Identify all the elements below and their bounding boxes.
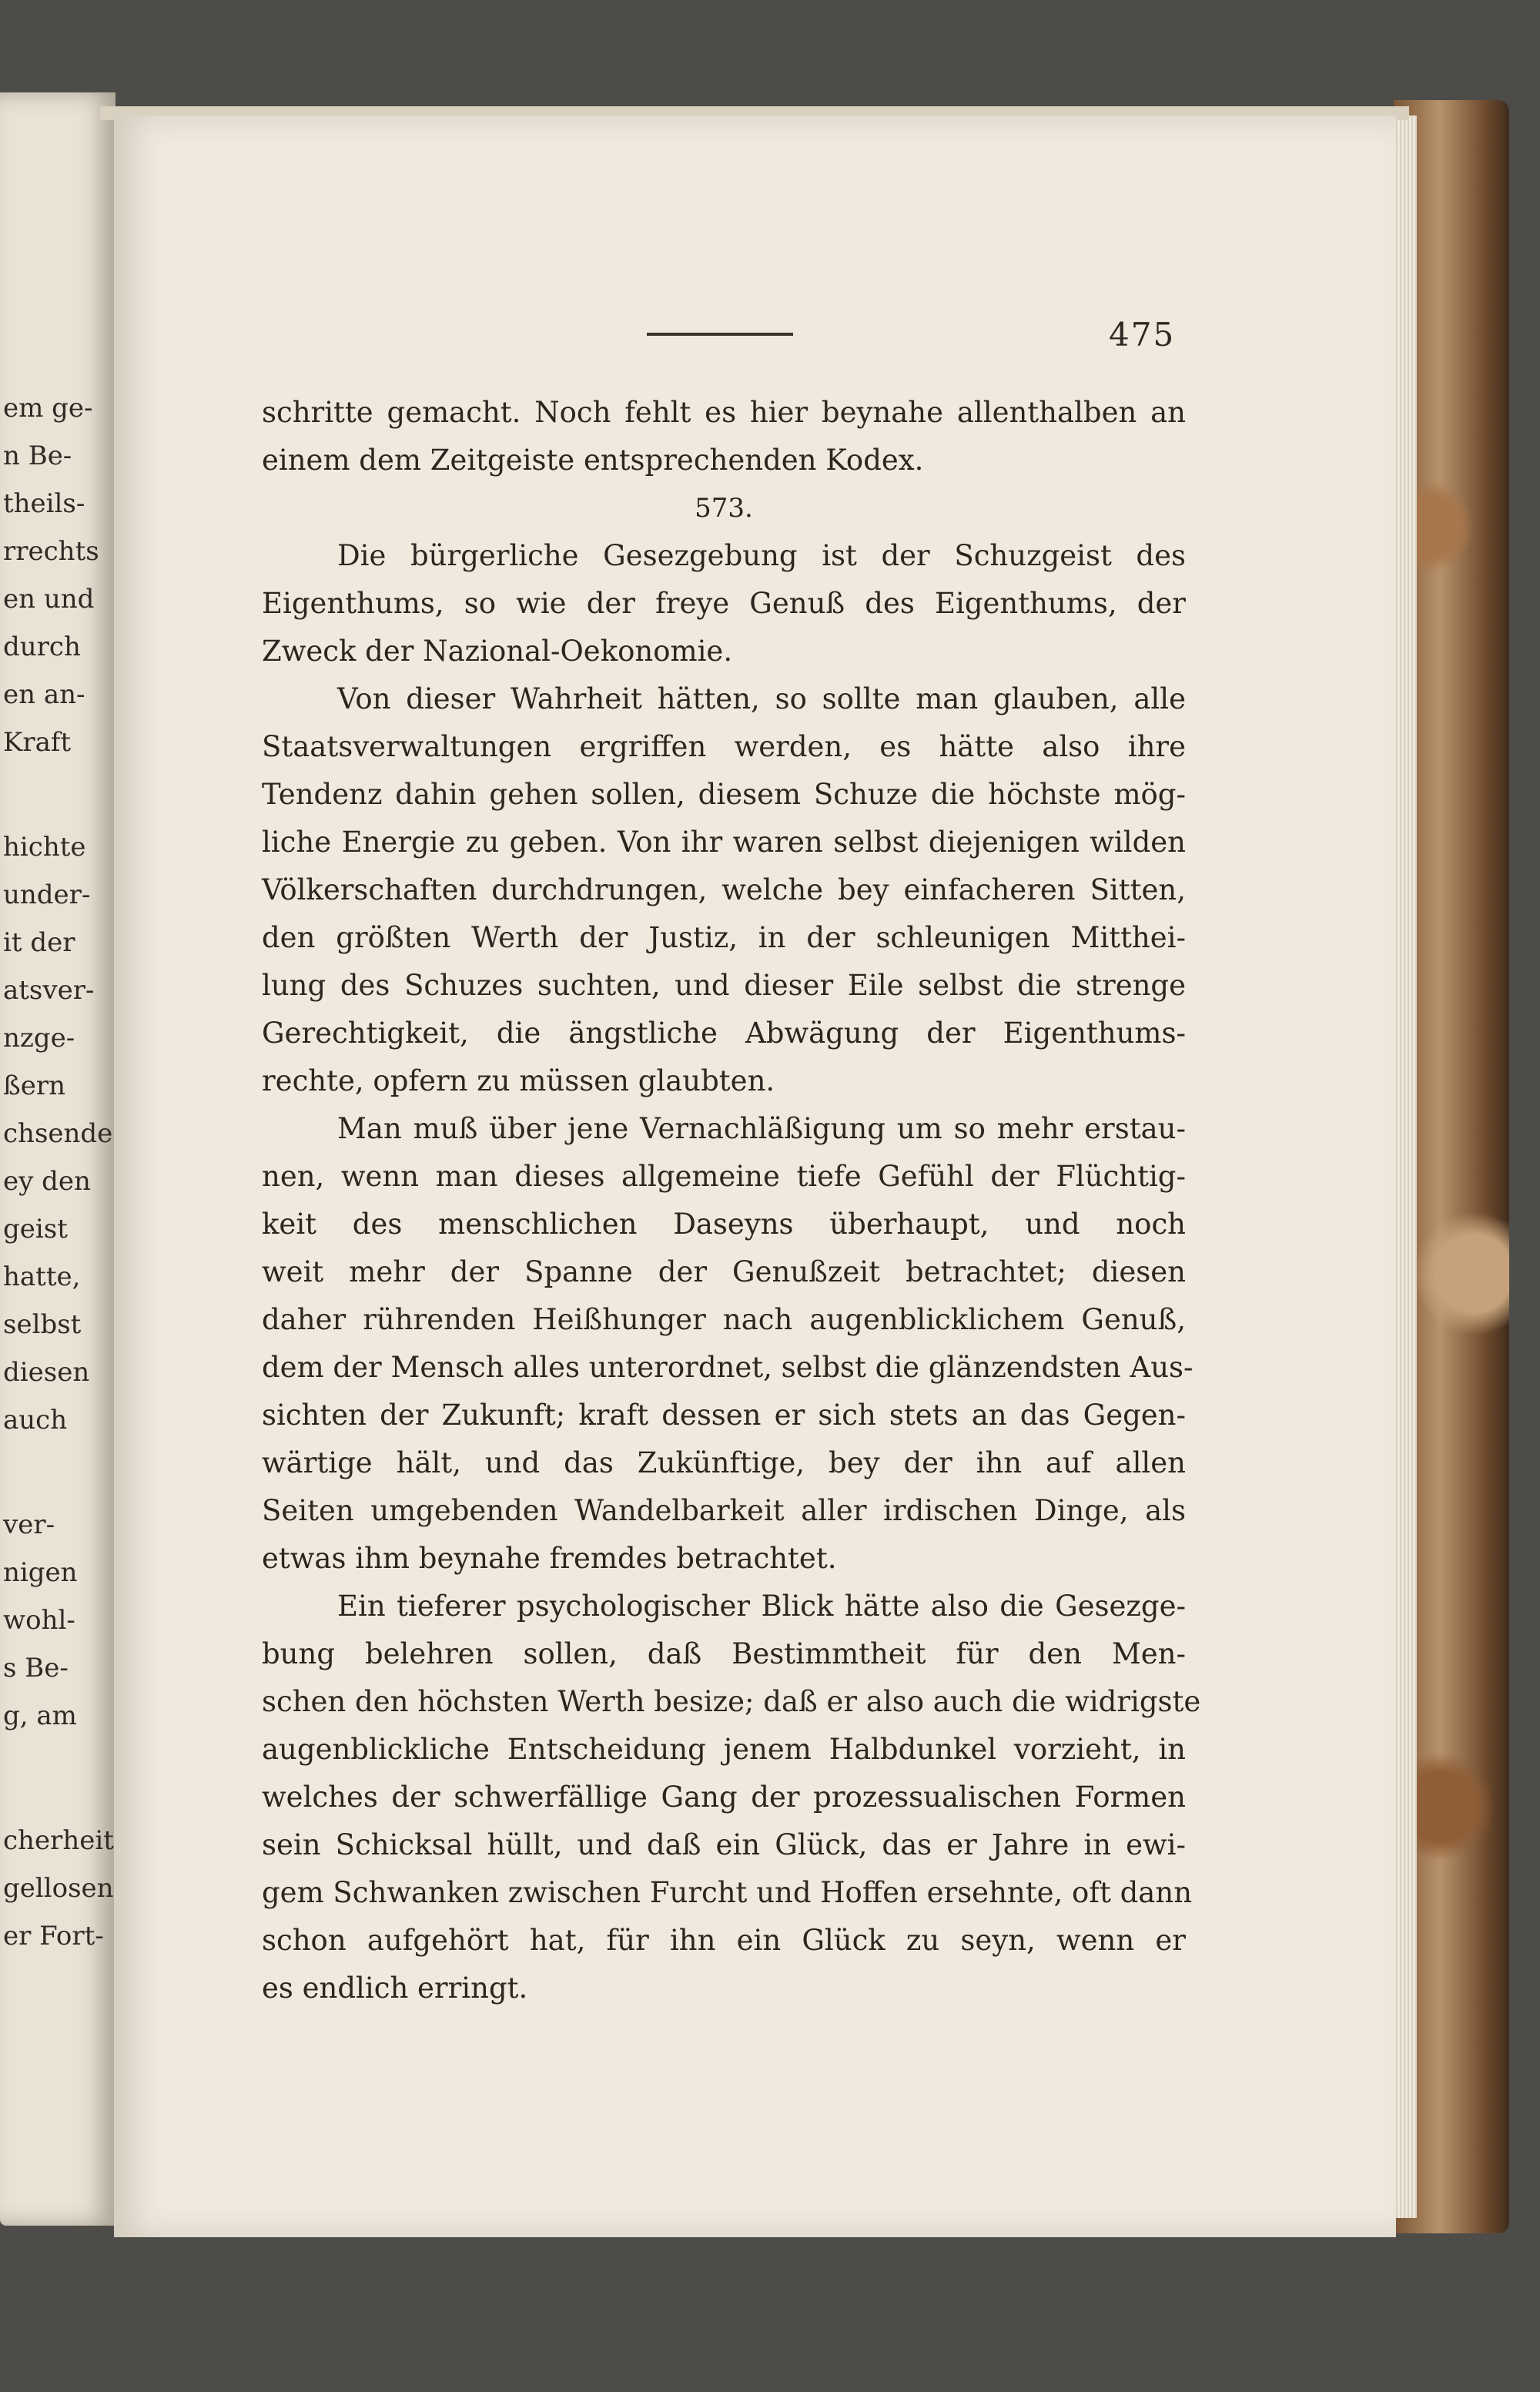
left-fragment: atsver- xyxy=(3,975,95,1006)
left-fragment: en und xyxy=(3,584,95,615)
text-line: Zweck der Nazional-Oekonomie. xyxy=(262,635,733,668)
text-line: dem der Mensch alles unterordnet, selbst die glänzendsten Aus- xyxy=(262,1351,1194,1384)
left-fragment: selbst xyxy=(3,1309,82,1340)
text-line: schon aufgehört hat, für ihn ein Glück zu seyn, wenn er xyxy=(262,1924,1186,1957)
left-fragment: hichte xyxy=(3,832,86,863)
left-fragment: en an- xyxy=(3,679,85,710)
text-line: daher rührenden Heißhunger nach augenblicklichem Genuß, xyxy=(262,1303,1186,1336)
left-fragment: cherheit xyxy=(3,1825,114,1856)
page-number: 475 xyxy=(1109,316,1176,353)
left-fragment: s Be- xyxy=(3,1653,69,1683)
text-line: lung des Schuzes suchten, und dieser Eile selbst die strenge xyxy=(262,969,1186,1002)
text-line: Die bürgerliche Gesezgebung ist der Schuzgeist des xyxy=(337,539,1186,572)
text-line: liche Energie zu geben. Von ihr waren selbst diejenigen wilden xyxy=(262,826,1186,859)
left-fragment: hatte, xyxy=(3,1261,81,1292)
left-fragment: rrechts xyxy=(3,536,99,567)
text-line: keit des menschlichen Daseyns überhaupt, und noch xyxy=(262,1208,1186,1241)
paragraph xyxy=(262,1105,1194,1583)
text-line: es endlich erringt. xyxy=(262,1972,528,2005)
text-line: augenblickliche Entscheidung jenem Halbdunkel vorzieht, in xyxy=(262,1733,1186,1766)
left-fragment: auch xyxy=(3,1405,68,1436)
left-fragment: it der xyxy=(3,927,75,958)
left-fragment: ßern xyxy=(3,1070,65,1101)
text-line: wärtige hält, und das Zukünftige, bey der ihn auf allen xyxy=(262,1446,1186,1479)
text-line: sichten der Zukunft; kraft dessen er sich stets an das Gegen- xyxy=(262,1399,1186,1432)
left-fragment: ver- xyxy=(3,1509,55,1540)
text-line: Tendenz dahin gehen sollen, diesem Schuze die höchste mög- xyxy=(262,778,1186,811)
text-line: Seiten umgebenden Wandelbarkeit aller irdischen Dinge, als xyxy=(262,1494,1186,1527)
text-line: nen, wenn man dieses allgemeine tiefe Gefühl der Flüchtig- xyxy=(262,1160,1186,1193)
text-line: Man muß über jene Vernachläßigung um so mehr erstau- xyxy=(337,1112,1186,1145)
text-line: welches der schwerfällige Gang der prozessualischen Formen xyxy=(262,1781,1186,1814)
text-line: bung belehren sollen, daß Bestimmtheit für den Men- xyxy=(262,1637,1186,1670)
paragraph xyxy=(262,1583,1201,2012)
text-line: den größten Werth der Justiz, in der schleunigen Mitthei- xyxy=(262,921,1186,954)
left-fragment: theils- xyxy=(3,488,85,519)
text-line: schritte gemacht. Noch fehlt es hier beynahe allenthalben an xyxy=(262,396,1186,429)
left-fragment: gellosen xyxy=(3,1873,114,1904)
left-fragment: er Fort- xyxy=(3,1921,104,1951)
text-line: sein Schicksal hüllt, und daß ein Glück, das er Jahre in ewi- xyxy=(262,1828,1186,1861)
facing-page-left xyxy=(0,92,116,2226)
left-fragment: Kraft xyxy=(3,727,72,758)
text-line: Von dieser Wahrheit hätten, so sollte man glauben, alle xyxy=(337,682,1186,715)
left-fragment: ey den xyxy=(3,1166,91,1197)
text-line: Staatsverwaltungen ergriffen werden, es hätte also ihre xyxy=(262,730,1186,763)
left-fragment: durch xyxy=(3,632,81,662)
text-line: Ein tieferer psychologischer Blick hätte also die Gesezge- xyxy=(337,1590,1186,1623)
page-text xyxy=(262,389,1201,2012)
left-fragment: chsende xyxy=(3,1118,113,1149)
paragraph xyxy=(262,675,1186,1105)
left-fragment: nigen xyxy=(3,1557,78,1588)
text-line: etwas ihm beynahe fremdes betrachtet. xyxy=(262,1542,837,1575)
text-line: Völkerschaften durchdrungen, welche bey einfacheren Sitten, xyxy=(262,873,1186,906)
text-line: schen den höchsten Werth besize; daß er also auch die widrigste xyxy=(262,1685,1201,1718)
text-line: Gerechtigkeit, die ängstliche Abwägung der Eigenthums- xyxy=(262,1017,1186,1050)
section-number: 573. xyxy=(695,493,753,524)
left-fragment: wohl- xyxy=(3,1605,75,1636)
left-fragment: nzge- xyxy=(3,1023,75,1054)
left-fragment: n Be- xyxy=(3,441,72,471)
text-line: Eigenthums, so wie der freye Genuß des Eigenthums, der xyxy=(262,587,1186,620)
text-line: weit mehr der Spanne der Genußzeit betrachtet; diesen xyxy=(262,1255,1186,1288)
text-line: gem Schwanken zwischen Furcht und Hoffen ersehnte, oft dann xyxy=(262,1876,1193,1909)
paragraph xyxy=(262,532,1186,675)
left-fragment: g, am xyxy=(3,1700,77,1731)
header-rule xyxy=(647,333,793,336)
left-fragment: under- xyxy=(3,879,91,910)
text-line: einem dem Zeitgeiste entsprechenden Kodex. xyxy=(262,444,924,477)
text-line: rechte, opfern zu müssen glaubten. xyxy=(262,1064,775,1097)
left-fragment: geist xyxy=(3,1214,68,1245)
left-fragment: em ge- xyxy=(3,393,93,424)
left-fragment: diesen xyxy=(3,1357,90,1388)
